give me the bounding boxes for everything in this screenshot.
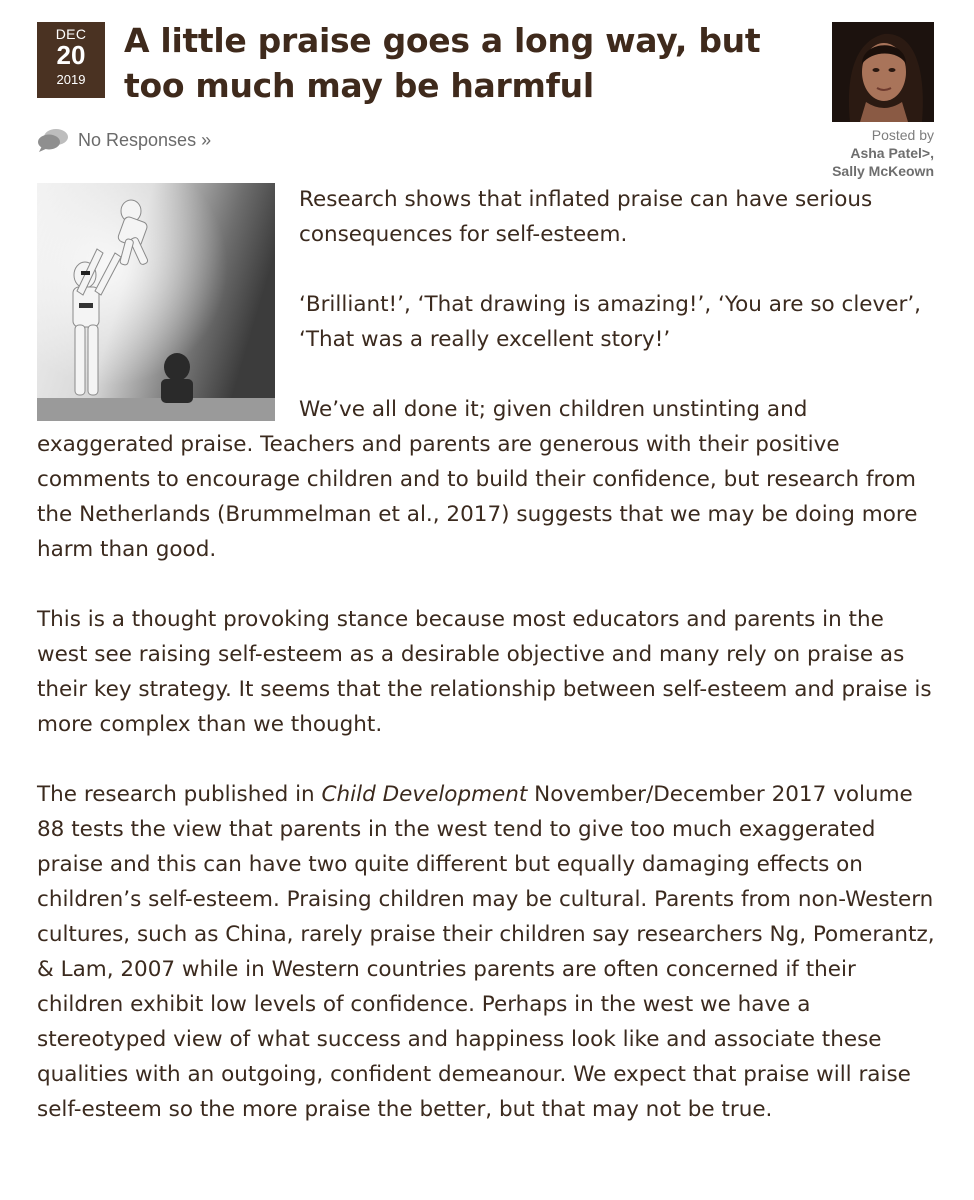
speech-bubbles-icon	[37, 128, 70, 152]
article-paragraph-4: This is a thought provoking stance because most educators and parents in the west see raising self-esteem as a desirable objective and many rely on praise as their key strategy. It seems that the relationship between self-esteem and praise is more complex than we thought.	[37, 607, 932, 737]
article-paragraph-5	[37, 777, 937, 1127]
article-paragraph-2: ‘Brilliant!’, ‘That drawing is amazing!’, ‘You are so clever’, ‘That was a really excellent story!’	[299, 292, 921, 352]
date-year: 2019	[56, 72, 86, 87]
author-name-2[interactable]: Sally McKeown	[832, 163, 934, 179]
paragraph-5-lead: The research published in	[37, 782, 322, 807]
date-month: DEC	[55, 26, 87, 42]
image-float-spacer	[37, 182, 299, 422]
post-date-badge	[37, 22, 105, 98]
post-title[interactable]: A little praise goes a long way, but too much may be harmful	[124, 21, 761, 105]
responses-label: No Responses »	[78, 129, 212, 150]
article-body	[37, 182, 937, 1162]
posted-by-label: Posted by	[871, 127, 934, 143]
date-day: 20	[56, 40, 86, 70]
responses-link[interactable]	[37, 128, 211, 152]
author-avatar	[832, 22, 934, 122]
author-photo	[832, 22, 934, 122]
author-name-1[interactable]: Asha Patel>,	[850, 145, 934, 161]
paragraph-5-rest: November/December 2017 volume 88 tests the view that parents in the west tend to give too much exaggerated praise and this can have two quite different but equally damaging effects on children’s self-esteem. Praising children may be cultural. Parents from non-Western cultures, such as China, rarely praise their children say researchers Ng, Pomerantz, & Lam, 2007 while in Western countries parents are often concerned if their children exhibit low levels of confidence. Perhaps in the west we have a stereotyped view of what success and happiness look like and associate these qualities with an outgoing, confident demeanour. We expect that praise will raise self-esteem so the more praise the better, but that may not be true.	[37, 782, 935, 1122]
posted-by	[832, 126, 934, 180]
journal-title: Child Development	[321, 782, 528, 807]
article-paragraph-3: We’ve all done it; given children unstinting and exaggerated praise. Teachers and parents are generous with their positive comments to encourage children and to build their confidence, but research from the Netherlands (Brummelman et al., 2017) suggests that we may be doing more harm than good.	[37, 397, 918, 562]
article-paragraph-1: Research shows that inflated praise can have serious consequences for self-esteem.	[299, 187, 873, 247]
